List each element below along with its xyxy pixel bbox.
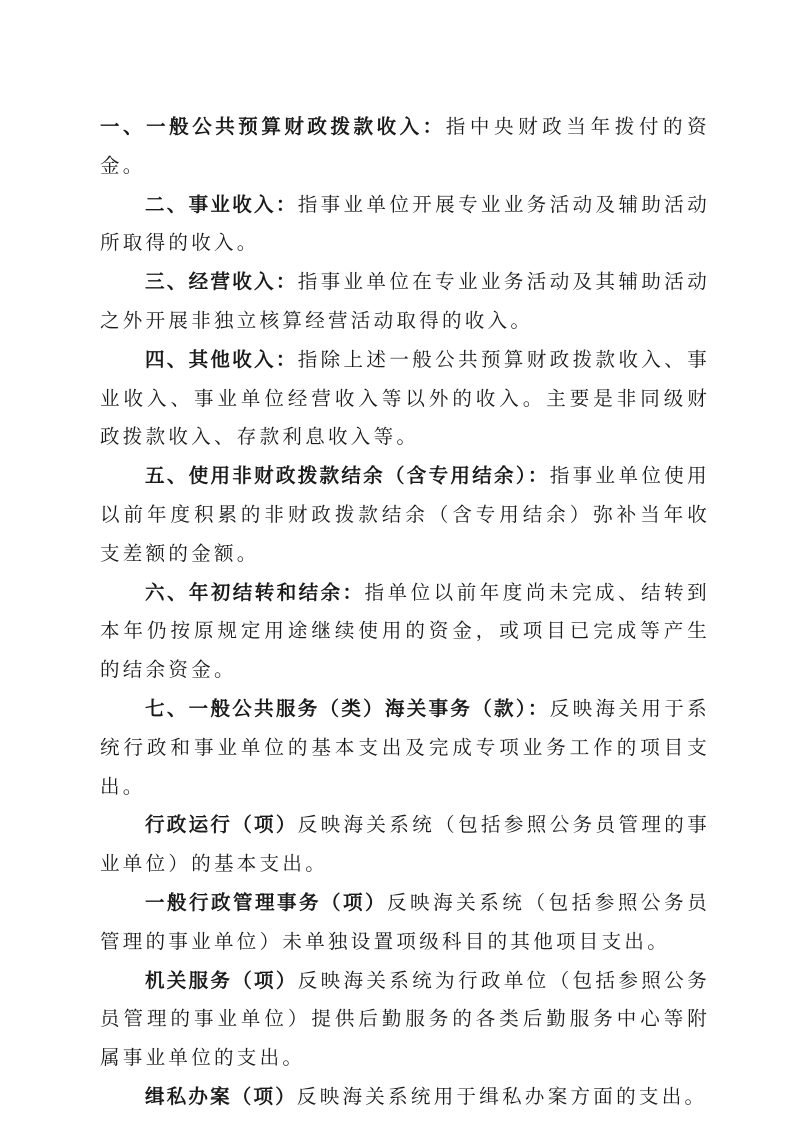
paragraph-9	[100, 884, 710, 962]
paragraph-8	[100, 806, 710, 884]
paragraph-heading: 四、其他收入：	[145, 347, 298, 371]
paragraph-10	[100, 962, 710, 1078]
paragraph-body: 反映海关系统（包括参照公务员管理的事业单位）的基本支出。	[100, 813, 710, 876]
paragraph-body: 反映海关用于系统行政和事业单位的基本支出及完成专项业务工作的项目支出。	[100, 696, 710, 798]
paragraph-body: 指事业单位开展专业业务活动及辅助活动所取得的收入。	[100, 192, 710, 255]
paragraph-heading: 二、事业收入：	[145, 192, 298, 216]
document-page	[100, 108, 710, 1117]
paragraph-6	[100, 574, 710, 690]
paragraph-heading: 三、经营收入：	[145, 270, 298, 294]
paragraph-3	[100, 263, 710, 341]
paragraph-heading: 行政运行（项）	[145, 813, 298, 837]
paragraph-body: 反映海关系统用于缉私办案方面的支出。	[296, 1084, 708, 1108]
paragraph-heading: 六、年初结转和结余：	[145, 580, 365, 604]
paragraph-body: 反映海关系统（包括参照公务员管理的事业单位）未单独设置项级科目的其他项目支出。	[100, 890, 710, 953]
paragraph-heading: 机关服务（项）	[145, 968, 298, 992]
paragraph-heading: 七、一般公共服务（类）海关事务（款）：	[145, 696, 550, 720]
paragraph-body: 指事业单位使用以前年度积累的非财政拨款结余（含专用结余）弥补当年收支差额的金额。	[100, 464, 710, 565]
paragraph-heading: 五、使用非财政拨款结余（含专用结余）：	[145, 464, 550, 488]
paragraph-2	[100, 186, 710, 264]
paragraph-heading: 一、一般公共预算财政拨款收入：	[100, 115, 446, 138]
paragraph-body: 指除上述一般公共预算财政拨款收入、事业收入、事业单位经营收入等以外的收入。主要是非同级财政拨款收入、存款利息收入等。	[100, 347, 710, 449]
paragraph-heading: 一般行政管理事务（项）	[145, 890, 387, 914]
paragraph-body: 指中央财政当年拨付的资金。	[100, 115, 710, 177]
paragraph-1	[100, 108, 710, 186]
paragraph-body: 反映海关系统为行政单位（包括参照公务员管理的事业单位）提供后勤服务的各类后勤服务中心等附属事业单位的支出。	[100, 968, 710, 1070]
paragraph-body: 指事业单位在专业业务活动及其辅助活动之外开展非独立核算经营活动取得的收入。	[100, 270, 710, 332]
paragraph-5	[100, 457, 710, 573]
paragraph-11	[100, 1078, 710, 1117]
paragraph-7	[100, 690, 710, 806]
paragraph-4	[100, 341, 710, 457]
paragraph-heading: 缉私办案（项）	[145, 1084, 297, 1108]
paragraph-body: 指单位以前年度尚未完成、结转到本年仍按原规定用途继续使用的资金，或项目已完成等产生的结余资金。	[100, 580, 710, 682]
